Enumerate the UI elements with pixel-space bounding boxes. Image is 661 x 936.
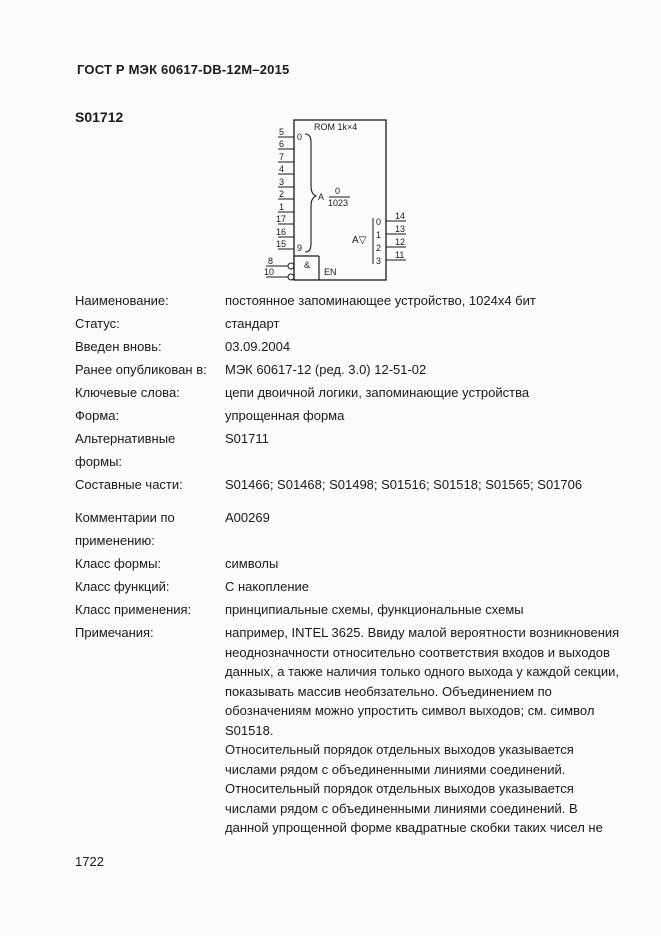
pin-label: 2 xyxy=(279,189,285,199)
output-bit: 0 xyxy=(376,217,382,227)
field-value: 03.09.2004 xyxy=(225,339,291,354)
field-name xyxy=(75,289,635,312)
data-outputs xyxy=(376,211,406,266)
negation-circle xyxy=(288,263,294,269)
field-label: Введен вновь: xyxy=(75,339,162,354)
field-label xyxy=(75,506,225,552)
pin-label: 15 xyxy=(276,239,287,249)
notes-line: S01518. xyxy=(225,722,274,738)
output-bit: 2 xyxy=(376,243,382,253)
field-application-class xyxy=(75,598,635,621)
field-label: Форма: xyxy=(75,408,120,423)
page-number: 1722 xyxy=(75,854,104,869)
field-alt-forms xyxy=(75,427,635,473)
field-label xyxy=(75,427,225,473)
field-value: упрощенная форма xyxy=(225,408,345,423)
pin-label: 3 xyxy=(279,177,285,187)
notes-line: показывать массив необязательно. Объединением по xyxy=(225,683,552,699)
field-keywords xyxy=(75,381,635,404)
pin-label: 6 xyxy=(279,139,285,149)
rom-logic-symbol xyxy=(262,116,422,284)
output-pin: 11 xyxy=(395,250,405,260)
pin-label: 7 xyxy=(279,152,285,162)
field-parts xyxy=(75,473,635,496)
field-value: стандарт xyxy=(225,316,280,331)
field-value: принципиальные схемы, функциональные схемы xyxy=(225,602,524,617)
field-label-line: применению: xyxy=(75,533,155,548)
output-pin: 14 xyxy=(395,211,406,221)
field-label-line: Альтернативные xyxy=(75,431,176,446)
bit-label-top: 0 xyxy=(297,132,303,142)
enable-inputs xyxy=(264,256,337,280)
notes-line: например, INTEL 3625. Ввиду малой вероятности возникновения xyxy=(225,625,620,640)
notes-text xyxy=(225,621,635,838)
field-label-line: Комментарии по xyxy=(75,510,175,525)
notes-line: Относительный порядок отдельных выходов указывается xyxy=(225,781,574,796)
notes-line: обозначениям можно упростить символ выходов; см. символ xyxy=(225,703,595,718)
output-label: A▽ xyxy=(352,235,367,246)
output-pin: 12 xyxy=(395,237,406,247)
field-label-line: формы: xyxy=(75,454,123,469)
field-label: Статус: xyxy=(75,316,120,331)
standard-header: ГОСТ Р МЭК 60617-DB-12M–2015 xyxy=(77,62,290,77)
field-value: A00269 xyxy=(225,510,270,525)
pin-label: 1 xyxy=(279,202,285,212)
field-value: символы xyxy=(225,556,279,571)
notes-line: Относительный порядок отдельных выходов указывается xyxy=(225,742,574,757)
address-inputs xyxy=(276,127,302,253)
field-label: Класс формы: xyxy=(75,556,162,571)
field-label: Составные части: xyxy=(75,477,183,492)
notes-line: неоднозначности относительно соответствия входов и выходов xyxy=(225,644,610,660)
output-bit: 3 xyxy=(376,256,382,266)
field-label: Ранее опубликован в: xyxy=(75,362,207,377)
address-brace xyxy=(305,134,316,252)
output-pin: 13 xyxy=(395,224,406,234)
notes-line: числами рядом с объединенными линиями соединений. В xyxy=(225,800,578,816)
pin-label: 10 xyxy=(264,267,275,277)
field-notes xyxy=(75,621,635,838)
pin-label: 17 xyxy=(276,214,287,224)
pin-label: 16 xyxy=(276,227,287,237)
symbol-code-title: S01712 xyxy=(75,109,124,125)
field-form xyxy=(75,404,635,427)
pin-label: 5 xyxy=(279,127,285,137)
address-range-top: 0 xyxy=(335,186,341,196)
field-label: Класс функций: xyxy=(75,579,170,594)
field-introduced xyxy=(75,335,635,358)
and-gate-label: & xyxy=(304,260,311,270)
field-value: МЭК 60617-12 (ред. 3.0) 12-51-02 xyxy=(225,362,427,377)
notes-line: данных, а также наличия только одного выхода у каждой секции, xyxy=(225,664,619,679)
field-value: S01466; S01468; S01498; S01516; S01518; S01565; S01706 xyxy=(225,477,583,492)
field-label: Класс применения: xyxy=(75,602,192,617)
field-published xyxy=(75,358,635,381)
field-status xyxy=(75,312,635,335)
field-application-comments xyxy=(75,506,635,552)
field-label: Наименование: xyxy=(75,293,169,308)
field-function-class xyxy=(75,575,635,598)
symbol-title: ROM 1k×4 xyxy=(314,122,358,132)
field-value: С накопление xyxy=(225,579,309,594)
attributes-table xyxy=(75,289,635,838)
bit-label-bottom: 9 xyxy=(297,243,303,253)
field-form-class xyxy=(75,552,635,575)
field-value: S01711 xyxy=(225,431,269,446)
field-value: цепи двоичной логики, запоминающие устройства xyxy=(225,385,530,400)
field-value: постоянное запоминающее устройство, 1024x4 бит xyxy=(225,293,536,308)
notes-line: данной упрощенной форме квадратные скобки таких чисел не xyxy=(225,820,603,835)
field-label: Ключевые слова: xyxy=(75,385,180,400)
notes-line: числами рядом с объединенными линиями соединений. xyxy=(225,761,566,777)
enable-label: EN xyxy=(324,267,337,277)
output-bit: 1 xyxy=(376,230,382,240)
address-range-bottom: 1023 xyxy=(328,198,349,208)
pin-label: 8 xyxy=(268,256,274,266)
address-label: A xyxy=(318,192,325,202)
field-label: Примечания: xyxy=(75,625,154,640)
pin-label: 4 xyxy=(279,164,285,174)
negation-circle xyxy=(288,274,294,280)
